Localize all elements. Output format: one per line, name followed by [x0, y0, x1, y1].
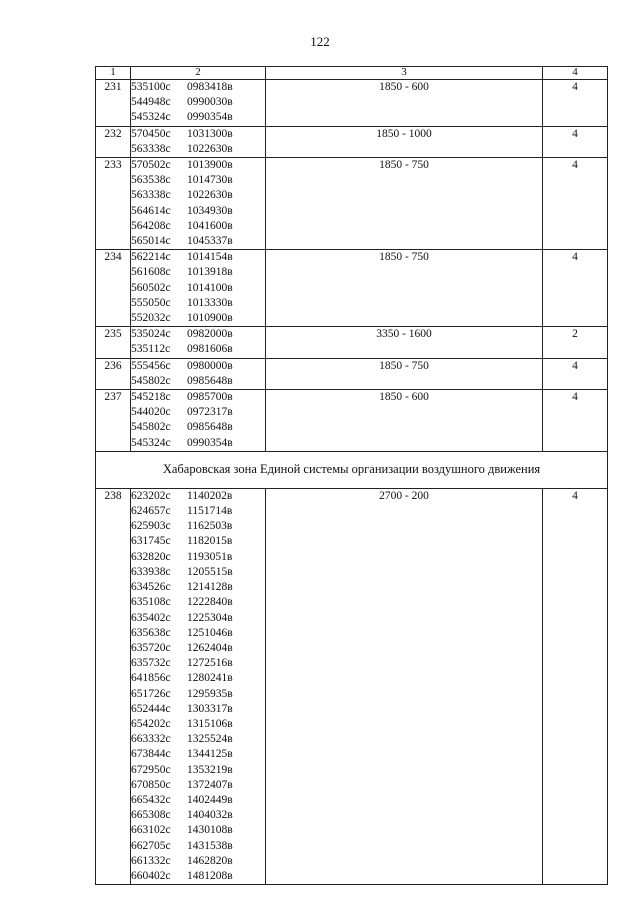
coordinate-line [131, 374, 265, 389]
coordinate-line [131, 793, 265, 808]
coordinate-line [131, 80, 265, 95]
coordinate-line [131, 732, 265, 747]
latitude: 661332с [131, 854, 171, 867]
coordinates-cell [131, 488, 266, 884]
longitude: 1372407в [187, 778, 233, 791]
latitude: 570502с [131, 159, 171, 172]
zone-number-cell: 233 [96, 158, 131, 250]
coordinate-line [131, 311, 265, 326]
coordinate-line [131, 188, 265, 203]
coordinate-line [131, 611, 265, 626]
longitude: 1034930в [187, 204, 233, 217]
latitude: 565014с [131, 235, 171, 248]
zone-title: Хабаровская зона Единой системы организации воздушного движения [96, 451, 608, 488]
table-body [96, 67, 608, 885]
table-row [96, 327, 608, 358]
latitude: 635402с [131, 611, 171, 624]
table-row [96, 80, 608, 127]
longitude: 1353219в [187, 763, 233, 776]
longitude: 1272516в [187, 657, 233, 670]
longitude: 0985648в [187, 421, 233, 434]
coordinate-line [131, 158, 265, 173]
coordinates-cell [131, 390, 266, 452]
longitude: 1031300в [187, 127, 233, 140]
coordinate-line [131, 656, 265, 671]
latitude: 663332с [131, 733, 171, 746]
coordinate-line [131, 127, 265, 142]
longitude: 1325524в [187, 733, 233, 746]
longitude: 1430108в [187, 824, 233, 837]
latitude: 563338с [131, 189, 171, 202]
coordinate-line [131, 595, 265, 610]
longitude: 1013918в [187, 266, 233, 279]
coordinate-line [131, 671, 265, 686]
coordinates-cell [131, 126, 266, 157]
coordinate-line [131, 359, 265, 374]
latitude: 555050с [131, 296, 171, 309]
longitude: 1462820в [187, 854, 233, 867]
latitude: 545802с [131, 374, 171, 387]
latitude: 555456с [131, 359, 171, 372]
longitude: 1214128в [187, 581, 233, 594]
altitude-range-cell: 1850 - 750 [266, 158, 543, 250]
coordinate-line [131, 327, 265, 342]
coordinate-line [131, 173, 265, 188]
table-row [96, 390, 608, 452]
header-cell: 2 [131, 67, 266, 80]
coordinates-cell [131, 80, 266, 127]
coordinate-line [131, 626, 265, 641]
coordinate-line [131, 265, 265, 280]
header-cell: 3 [266, 67, 543, 80]
coordinate-line [131, 702, 265, 717]
latitude: 563338с [131, 142, 171, 155]
table-row [96, 488, 608, 884]
coordinate-line [131, 436, 265, 451]
coordinate-line [131, 504, 265, 519]
longitude: 1295935в [187, 687, 233, 700]
altitude-range-cell: 2700 - 200 [266, 488, 543, 884]
category-cell: 4 [543, 80, 608, 127]
longitude: 1162503в [187, 520, 233, 533]
latitude: 654202с [131, 717, 171, 730]
coordinate-line [131, 296, 265, 311]
latitude: 665308с [131, 809, 171, 822]
category-cell: 4 [543, 158, 608, 250]
coordinate-line [131, 250, 265, 265]
latitude: 670850с [131, 778, 171, 791]
coordinate-line [131, 95, 265, 110]
coordinate-line [131, 869, 265, 884]
latitude: 662705с [131, 839, 171, 852]
altitude-range-cell: 1850 - 750 [266, 250, 543, 327]
latitude: 561608с [131, 266, 171, 279]
latitude: 635638с [131, 626, 171, 639]
coordinate-line [131, 281, 265, 296]
longitude: 1022630в [187, 189, 233, 202]
category-cell: 4 [543, 126, 608, 157]
coordinates-cell [131, 250, 266, 327]
longitude: 1014730в [187, 174, 233, 187]
latitude: 635720с [131, 641, 171, 654]
longitude: 0985648в [187, 374, 233, 387]
longitude: 1262404в [187, 641, 233, 654]
category-cell: 2 [543, 327, 608, 358]
longitude: 1041600в [187, 219, 233, 232]
latitude: 545324с [131, 436, 171, 449]
table-row [96, 158, 608, 250]
latitude: 564208с [131, 219, 171, 232]
latitude: 632820с [131, 550, 171, 563]
zone-number-cell: 237 [96, 390, 131, 452]
coordinate-line [131, 142, 265, 157]
coordinate-line [131, 687, 265, 702]
category-cell: 4 [543, 358, 608, 389]
altitude-range-cell: 1850 - 600 [266, 390, 543, 452]
coordinate-line [131, 565, 265, 580]
altitude-range-cell: 1850 - 750 [266, 358, 543, 389]
longitude: 1182015в [187, 535, 233, 548]
longitude: 1010900в [187, 312, 233, 325]
latitude: 562214с [131, 251, 171, 264]
coordinate-line [131, 219, 265, 234]
longitude: 0985700в [187, 391, 233, 404]
longitude: 1280241в [187, 672, 233, 685]
coordinate-line [131, 808, 265, 823]
longitude: 0980000в [187, 359, 233, 372]
latitude: 570450с [131, 127, 171, 140]
longitude: 0972317в [187, 406, 233, 419]
coordinate-line [131, 234, 265, 249]
coordinate-line [131, 823, 265, 838]
latitude: 545324с [131, 111, 171, 124]
coordinates-cell [131, 158, 266, 250]
altitude-range-cell: 3350 - 1600 [266, 327, 543, 358]
longitude: 1225304в [187, 611, 233, 624]
latitude: 665432с [131, 793, 171, 806]
latitude: 672950с [131, 763, 171, 776]
latitude: 624657с [131, 505, 171, 518]
category-cell: 4 [543, 488, 608, 884]
longitude: 1013900в [187, 159, 233, 172]
zone-title-row [96, 451, 608, 488]
coordinate-line [131, 390, 265, 405]
coordinates-cell [131, 327, 266, 358]
header-cell: 4 [543, 67, 608, 80]
longitude: 1315106в [187, 717, 233, 730]
latitude: 663102с [131, 824, 171, 837]
coordinate-line [131, 778, 265, 793]
longitude: 1022630в [187, 142, 233, 155]
latitude: 535024с [131, 328, 171, 341]
zone-number-cell: 232 [96, 126, 131, 157]
longitude: 1013330в [187, 296, 233, 309]
coordinate-line [131, 204, 265, 219]
latitude: 623202с [131, 489, 171, 502]
coordinate-line [131, 342, 265, 357]
latitude: 651726с [131, 687, 171, 700]
coordinate-line [131, 519, 265, 534]
latitude: 552032с [131, 312, 171, 325]
longitude: 1344125в [187, 748, 233, 761]
coordinate-line [131, 550, 265, 565]
coordinate-line [131, 489, 265, 504]
coordinate-line [131, 854, 265, 869]
longitude: 1404032в [187, 809, 233, 822]
latitude: 560502с [131, 281, 171, 294]
latitude: 545218с [131, 391, 171, 404]
longitude: 1014100в [187, 281, 233, 294]
coordinate-line [131, 110, 265, 125]
longitude: 1303317в [187, 702, 233, 715]
longitude: 1045337в [187, 235, 233, 248]
longitude: 0990354в [187, 111, 233, 124]
longitude: 0981606в [187, 343, 233, 356]
latitude: 641856с [131, 672, 171, 685]
page-number: 122 [310, 34, 330, 49]
longitude: 1222840в [187, 596, 233, 609]
latitude: 635108с [131, 596, 171, 609]
table-row [96, 358, 608, 389]
longitude: 0982000в [187, 328, 233, 341]
latitude: 634526с [131, 581, 171, 594]
longitude: 1014154в [187, 251, 233, 264]
table-row [96, 126, 608, 157]
airspace-table [95, 66, 608, 885]
latitude: 535100с [131, 81, 171, 93]
longitude: 1402449в [187, 793, 233, 806]
latitude: 564614с [131, 204, 171, 217]
coordinate-line [131, 763, 265, 778]
category-cell: 4 [543, 250, 608, 327]
coordinate-line [131, 747, 265, 762]
zone-number-cell: 235 [96, 327, 131, 358]
coordinate-line [131, 405, 265, 420]
coordinate-line [131, 420, 265, 435]
coordinate-line [131, 641, 265, 656]
latitude: 544948с [131, 96, 171, 109]
latitude: 544020с [131, 406, 171, 419]
altitude-range-cell: 1850 - 1000 [266, 126, 543, 157]
coordinate-line [131, 839, 265, 854]
longitude: 1140202в [187, 489, 233, 502]
longitude: 1481208в [187, 869, 233, 882]
coordinates-cell [131, 358, 266, 389]
latitude: 563538с [131, 174, 171, 187]
longitude: 1205515в [187, 565, 233, 578]
altitude-range-cell: 1850 - 600 [266, 80, 543, 127]
header-cell: 1 [96, 67, 131, 80]
longitude: 1251046в [187, 626, 233, 639]
longitude: 0990354в [187, 436, 233, 449]
coordinate-line [131, 580, 265, 595]
latitude: 625903с [131, 520, 171, 533]
longitude: 0990030в [187, 96, 233, 109]
zone-number-cell: 231 [96, 80, 131, 127]
coordinate-line [131, 717, 265, 732]
latitude: 660402с [131, 869, 171, 882]
longitude: 1431538в [187, 839, 233, 852]
table-row [96, 250, 608, 327]
zone-number-cell: 238 [96, 488, 131, 884]
category-cell: 4 [543, 390, 608, 452]
longitude: 0983418в [187, 81, 233, 93]
longitude: 1193051в [187, 550, 233, 563]
zone-number-cell: 234 [96, 250, 131, 327]
latitude: 633938с [131, 565, 171, 578]
latitude: 673844с [131, 748, 171, 761]
latitude: 631745с [131, 535, 171, 548]
header-row [96, 67, 608, 80]
latitude: 652444с [131, 702, 171, 715]
longitude: 1151714в [187, 505, 233, 518]
zone-number-cell: 236 [96, 358, 131, 389]
latitude: 635732с [131, 657, 171, 670]
coordinate-line [131, 534, 265, 549]
latitude: 545802с [131, 421, 171, 434]
latitude: 535112с [131, 343, 171, 356]
